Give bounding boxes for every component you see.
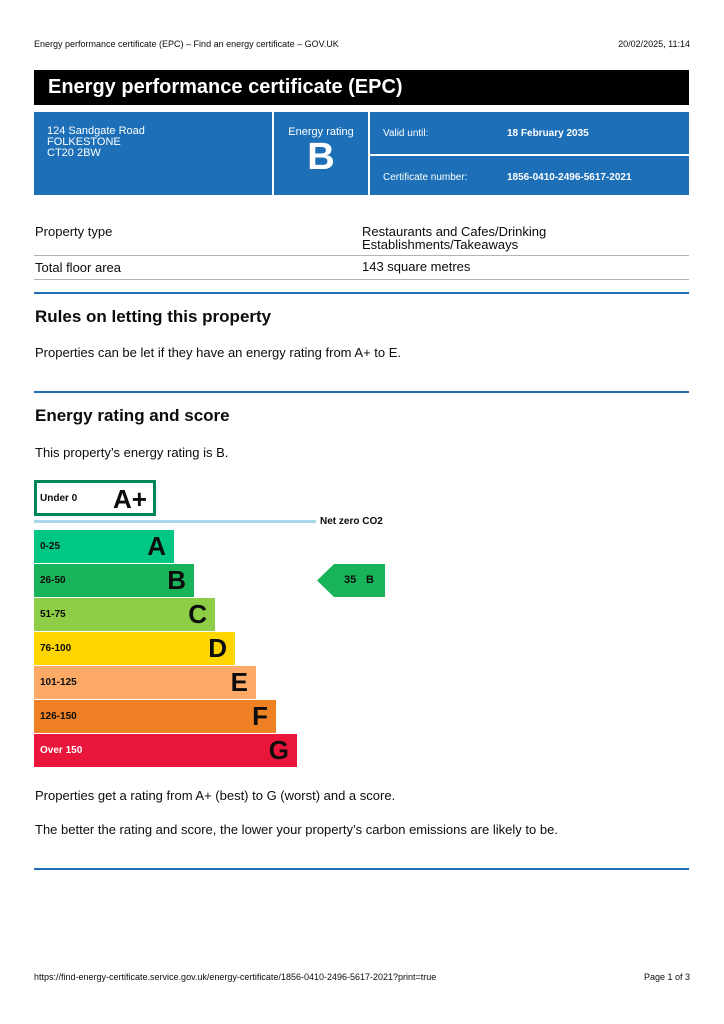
energy-rating-letter: B [307, 136, 335, 178]
certificate-number-value: 1856-0410-2496-5617-2021 [507, 172, 632, 183]
energy-rating-chart [34, 478, 394, 770]
energy-rating-block [274, 112, 368, 195]
valid-until-label: Valid until: [383, 128, 429, 139]
energy-heading: Energy rating and score [35, 406, 230, 425]
section-divider [34, 391, 689, 393]
rating-band-letter: A+ [113, 484, 147, 514]
energy-intro: This property’s energy rating is B. [35, 445, 229, 460]
rating-band-letter: G [268, 735, 289, 765]
certificate-summary [34, 112, 689, 195]
valid-until-value: 18 February 2035 [507, 128, 589, 139]
rating-band-letter: F [252, 701, 268, 731]
rating-band-f [34, 700, 276, 733]
valid-until-block [370, 112, 689, 154]
rating-band-b [34, 564, 194, 597]
letting-heading: Rules on letting this property [35, 307, 272, 326]
browser-page-title: Energy performance certificate (EPC) – Find an energy certificate – GOV.UK [34, 39, 339, 49]
address-line: CT20 2BW [47, 147, 101, 159]
rating-band-range: 26-50 [40, 575, 66, 586]
net-zero-line [34, 520, 316, 523]
rating-band-range: 76-100 [40, 643, 72, 654]
rating-band-range: 101-125 [40, 677, 77, 688]
rating-band-a [34, 530, 174, 563]
property-type-label: Property type [35, 224, 113, 239]
page-number: Page 1 of 3 [643, 972, 690, 982]
rating-band-range: 51-75 [40, 609, 66, 620]
rating-scale-note: Properties get a rating from A+ (best) to G (worst) and a score. [35, 788, 396, 803]
rating-band-range: Over 150 [40, 745, 83, 756]
print-datetime: 20/02/2025, 11:14 [618, 39, 690, 49]
rating-band-letter: C [188, 599, 207, 629]
rating-band-letter: E [230, 667, 248, 697]
current-rating-letter: B [366, 574, 374, 586]
rating-band-letter: B [167, 565, 186, 595]
rating-band-range: 126-150 [40, 711, 77, 722]
section-divider [34, 292, 689, 294]
property-type-value [362, 225, 546, 251]
rating-band-letter: D [208, 633, 227, 663]
energy-rating-label: Energy rating [288, 126, 354, 138]
floor-area-row [34, 256, 689, 280]
address-block [34, 112, 272, 195]
rating-band-d [34, 632, 235, 665]
rating-band-letter: A [147, 531, 166, 561]
current-rating-score: 35 [344, 574, 357, 586]
rating-band-e [34, 666, 256, 699]
address-line: FOLKESTONE [47, 136, 121, 148]
property-type-row [34, 222, 689, 256]
print-url: https://find-energy-certificate.service.gov.uk/energy-certificate/1856-0410-2496-5617-2021?print=true [34, 972, 437, 982]
property-type-value-line: Establishments/Takeaways [362, 237, 519, 252]
rating-band-range: Under 0 [40, 493, 78, 504]
net-zero-label: Net zero CO2 [320, 516, 383, 527]
rating-band-range: 0-25 [40, 541, 61, 552]
certificate-number-label: Certificate number: [383, 172, 468, 183]
current-rating-arrow [317, 564, 385, 597]
rating-emissions-note: The better the rating and score, the lower your property’s carbon emissions are likely to be. [35, 822, 558, 837]
letting-text: Properties can be let if they have an energy rating from A+ to E. [35, 345, 402, 360]
page-title: Energy performance certificate (EPC) [34, 70, 689, 105]
rating-band-c [34, 598, 215, 631]
floor-area-label: Total floor area [35, 260, 121, 275]
section-divider [34, 868, 689, 870]
rating-band-g [34, 734, 297, 767]
rating-band-a-plus [34, 480, 156, 516]
property-type-value-line: Restaurants and Cafes/Drinking [362, 224, 547, 239]
floor-area-value: 143 square metres [362, 259, 471, 274]
certificate-number-block [370, 156, 689, 195]
address-line: 124 Sandgate Road [47, 125, 145, 137]
